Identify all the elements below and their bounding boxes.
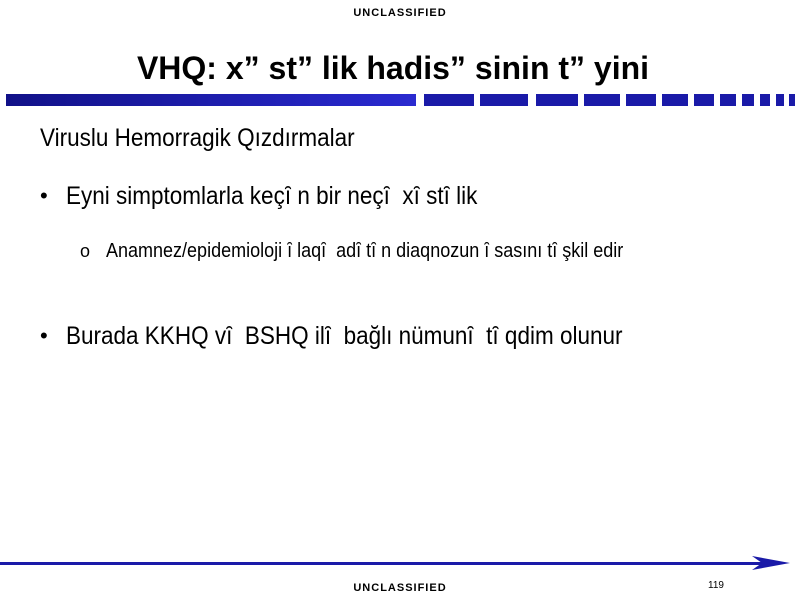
bullet-marker: • [40,323,48,348]
bullet-marker: • [40,183,48,208]
classification-bottom: UNCLASSIFIED [353,582,447,594]
title-decorative-bar [6,92,796,108]
sub-bullet-marker: o [80,241,91,261]
classification-top: UNCLASSIFIED [353,7,447,19]
footer-arrow-line [0,556,800,576]
bullet-text: Eyni simptomlarla keçȋ n bir neçȋ xȋ stȋ lik [66,182,478,210]
sub-bullet-text: Anamnez/epidemioloji ȋ laqȋ adȋ tȋ n diaqnozun ȋ sasını tȋ şkil edir [106,240,624,262]
bullet-text: Burada KKHQ vȋ BSHQ ilȋ bağlı nümunȋ tȋ qdim olunur [66,322,623,350]
page-number: 119 [708,580,724,591]
slide-title: VHQ: x” st” lik hadis” sinin t” yini [136,50,650,86]
slide-subtitle: Viruslu Hemorragik Qızdırmalar [40,124,355,152]
